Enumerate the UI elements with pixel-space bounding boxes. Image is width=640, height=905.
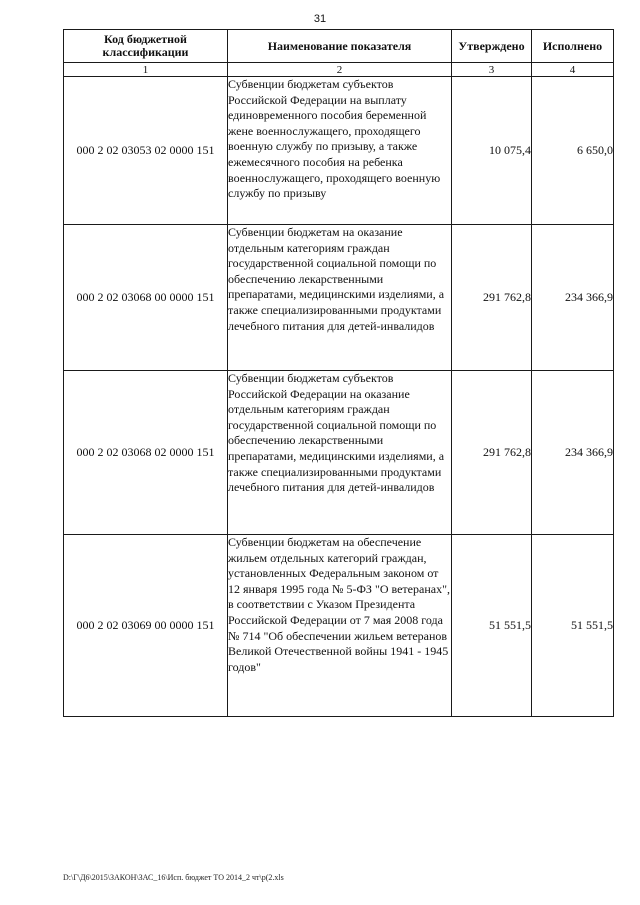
table-row (64, 371, 614, 535)
file-path-footer: D:\Г\Д6\2015\ЗАКОН\ЗАС_16\Исп. бюджет ТО 2014_2 чт\р(2.xls (63, 873, 284, 882)
table-row (64, 535, 614, 717)
row-code: 000 2 02 03069 00 0000 151 (64, 535, 228, 717)
row-name: Субвенции бюджетам субъектов Российской Федерации на оказание отдельным категориям граждан государственной социальной помощи по обеспечению лекарственными препаратами, медицинскими изделиями, а также специализированными продуктами лечебного питания для детей-инвалидов (228, 371, 452, 535)
table-row (64, 77, 614, 225)
row-executed: 51 551,5 (532, 535, 614, 717)
row-approved: 291 762,8 (452, 371, 532, 535)
page-number: 31 (313, 13, 327, 25)
row-approved: 10 075,4 (452, 77, 532, 225)
header-name: Наименование показателя (228, 30, 452, 63)
column-number: 4 (532, 63, 614, 77)
row-code: 000 2 02 03068 00 0000 151 (64, 225, 228, 371)
header-code: Код бюджетной классификации (64, 30, 228, 63)
column-number: 1 (64, 63, 228, 77)
row-approved: 291 762,8 (452, 225, 532, 371)
header-approved: Утверждено (452, 30, 532, 63)
row-name: Субвенции бюджетам субъектов Российской Федерации на выплату единовременного пособия беременной жене военнослужащего, проходящего военную службу по призыву, а также ежемесячного пособия на ребенка военнослужащего, проходящего военную службу по призыву (228, 77, 452, 225)
header-executed: Исполнено (532, 30, 614, 63)
table-row (64, 225, 614, 371)
column-number: 3 (452, 63, 532, 77)
row-executed: 234 366,9 (532, 225, 614, 371)
row-code: 000 2 02 03068 02 0000 151 (64, 371, 228, 535)
row-executed: 6 650,0 (532, 77, 614, 225)
header-row (64, 30, 614, 63)
column-number: 2 (228, 63, 452, 77)
column-number-row (64, 63, 614, 77)
row-name: Субвенции бюджетам на обеспечение жильем отдельных категорий граждан, установленных Федеральным законом от 12 января 1995 года № 5-ФЗ "О ветеранах", в соответствии с Указом Президента Российской Федерации от 7 мая 2008 года № 714 "Об обеспечении жильем ветеранов Великой Отечественной войны 1941 - 1945 годов" (228, 535, 452, 717)
row-name: Субвенции бюджетам на оказание отдельным категориям граждан государственной социальной помощи по обеспечению лекарственными препаратами, медицинскими изделиями, а также специализированными продуктами лечебного питания для детей-инвалидов (228, 225, 452, 371)
row-approved: 51 551,5 (452, 535, 532, 717)
row-code: 000 2 02 03053 02 0000 151 (64, 77, 228, 225)
budget-execution-table (63, 29, 614, 717)
row-executed: 234 366,9 (532, 371, 614, 535)
